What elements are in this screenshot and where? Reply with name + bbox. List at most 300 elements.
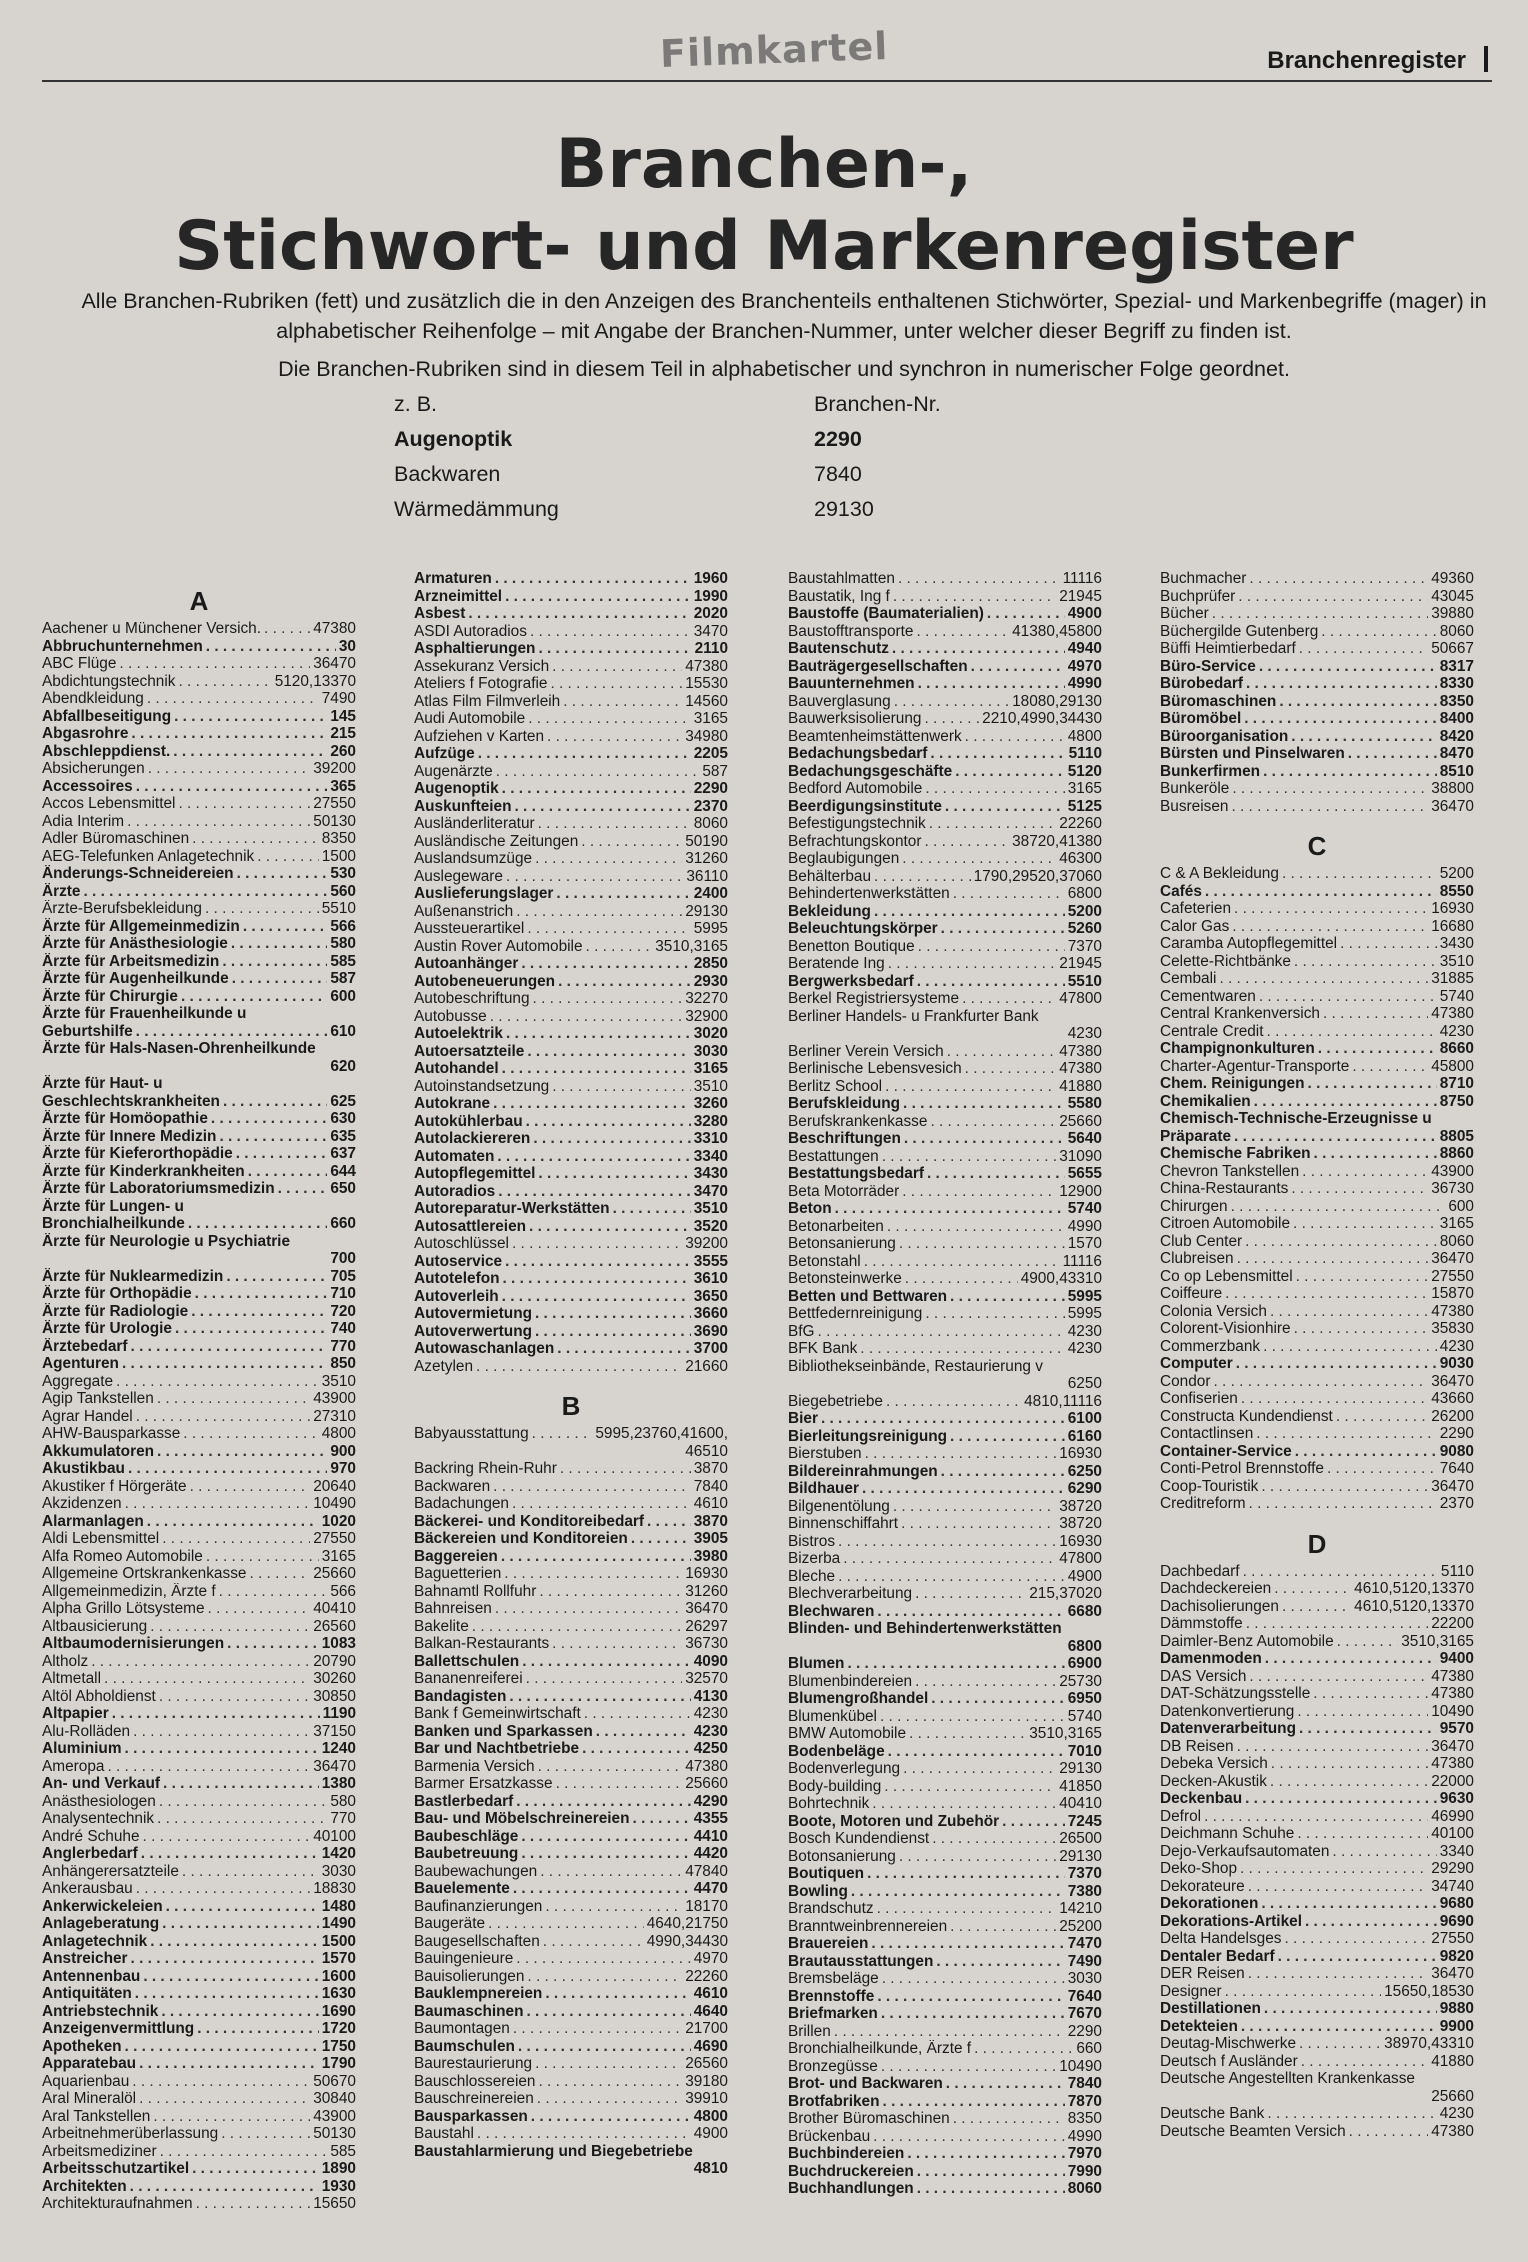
entry-branch-number: 43045: [1431, 587, 1474, 605]
leader-dots: [1296, 1268, 1429, 1286]
register-entry: [788, 2040, 1102, 2058]
entry-branch-number: 16680: [1431, 917, 1474, 935]
leader-dots: [139, 2090, 310, 2108]
leader-dots: [946, 2075, 1065, 2093]
register-entry: [414, 1478, 728, 1496]
example-header-row: [394, 392, 941, 427]
register-entry: [42, 1110, 356, 1128]
register-entry: [42, 953, 356, 971]
leader-dots: [884, 1778, 1056, 1796]
entry-term: China-Restaurants: [1160, 1180, 1289, 1197]
leader-dots: [208, 1600, 311, 1618]
register-entry: [788, 693, 1102, 711]
leader-dots: [971, 658, 1065, 676]
register-entry: [414, 1460, 728, 1478]
leader-dots: [526, 2003, 690, 2021]
register-entry: [788, 1165, 1102, 1183]
entry-branch-number: 9690: [1439, 1912, 1474, 1930]
register-entry: [788, 1253, 1102, 1271]
entry-branch-number: 560: [330, 882, 356, 900]
entry-term: Aufziehen v Karten: [414, 727, 545, 745]
register-entry: [788, 920, 1102, 938]
leader-dots: [527, 1968, 682, 1986]
entry-branch-number: 5200: [1067, 902, 1102, 920]
entry-term: Dejo-Verkaufsautomaten: [1160, 1842, 1330, 1860]
leader-dots: [1212, 605, 1428, 623]
leader-dots: [1299, 640, 1428, 658]
leader-dots: [159, 1793, 328, 1811]
register-entry: [42, 620, 356, 638]
entry-branch-number: 26200: [1431, 1407, 1474, 1425]
leader-dots: [160, 2143, 328, 2161]
leader-dots: [192, 2160, 319, 2178]
entry-term: Bausparkassen: [414, 2107, 528, 2125]
leader-dots: [495, 1600, 682, 1618]
register-entry: [414, 2055, 728, 2073]
register-entry: [1160, 1023, 1474, 1041]
entry-term: Benetton Boutique: [788, 937, 915, 955]
leader-dots: [496, 763, 700, 781]
register-entry: [42, 673, 356, 691]
leader-dots: [1249, 1668, 1428, 1686]
register-entry: [1160, 1755, 1474, 1773]
leader-dots: [501, 1548, 691, 1566]
register-entry: [414, 1130, 728, 1148]
entry-branch-number: 29290: [1431, 1860, 1474, 1877]
leader-dots: [893, 588, 1056, 606]
leader-dots: [821, 1410, 1065, 1428]
entry-term: Beton: [788, 1200, 832, 1217]
entry-term: Betonsteinwerke: [788, 1270, 902, 1287]
leader-dots: [894, 693, 1009, 711]
entry-branch-number: 3020: [693, 1025, 728, 1042]
example-row: [394, 497, 914, 532]
leader-dots: [157, 1443, 327, 1461]
entry-term: Berufskrankenkasse: [788, 1112, 928, 1130]
leader-dots: [1267, 2105, 1436, 2123]
register-entry: [42, 2055, 356, 2073]
leader-dots: [1299, 1720, 1437, 1738]
register-entry: [788, 2023, 1102, 2041]
register-entry: [1160, 1093, 1474, 1111]
register-entry: [1160, 1478, 1474, 1496]
entry-branch-number: 2400: [693, 885, 728, 902]
entry-branch-number: 36470: [313, 655, 356, 672]
entry-term: Dachdeckereien: [1160, 1580, 1272, 1597]
register-entry: [42, 1530, 356, 1548]
entry-term: Ärzte für Lungen- u: [42, 1197, 184, 1215]
entry-term: Bastlerbedarf: [414, 1792, 514, 1810]
entry-branch-number: 32570: [685, 1670, 728, 1687]
entry-branch-number: 5740: [1067, 1707, 1102, 1725]
entry-branch-number: 2370: [693, 797, 728, 815]
register-entry: [42, 655, 356, 673]
entry-branch-number: 4250: [693, 1740, 728, 1757]
entry-term: C & A Bekleidung: [1160, 865, 1279, 882]
register-entry: [42, 1145, 356, 1163]
example-nr-header: Branchen-Nr.: [814, 392, 941, 416]
entry-branch-number: 4800: [693, 2107, 728, 2125]
entry-branch-number: 7870: [1067, 2092, 1102, 2110]
entry-term: Brückenbau: [788, 2127, 871, 2145]
leader-dots: [838, 1533, 1056, 1551]
entry-term: Behindertenwerkstätten: [788, 885, 950, 902]
leader-dots: [1225, 1983, 1382, 2001]
leader-dots: [1259, 988, 1437, 1006]
entry-term: Ateliers f Fotografie: [414, 675, 548, 692]
entry-term: Clubreisen: [1160, 1250, 1234, 1267]
entry-term: Altöl Abholdienst: [42, 1687, 156, 1705]
entry-branch-number: 2290: [1067, 2022, 1102, 2040]
register-entry: [414, 2090, 728, 2108]
leader-dots: [915, 1673, 1056, 1691]
register-entry: [788, 1708, 1102, 1726]
entry-term: Bahnreisen: [414, 1600, 492, 1617]
leader-dots: [222, 953, 327, 971]
leader-dots: [1282, 865, 1437, 883]
entry-branch-number: 41380,45800: [1012, 622, 1102, 640]
leader-dots: [143, 1828, 311, 1846]
register-entry: [414, 745, 728, 763]
register-entry: [1160, 1615, 1474, 1633]
entry-term: Constructa Kundendienst: [1160, 1407, 1333, 1425]
leader-dots: [226, 1268, 327, 1286]
example-term: Augenoptik: [394, 427, 513, 451]
entry-branch-number: 1480: [321, 1897, 356, 1915]
register-entry: [1160, 1233, 1474, 1251]
leader-dots: [131, 1338, 328, 1356]
register-entry: [1160, 1145, 1474, 1163]
entry-branch-number: 32270: [685, 990, 728, 1007]
leader-dots: [930, 1113, 1056, 1131]
register-entry: [788, 2180, 1102, 2198]
register-entry: [42, 1320, 356, 1338]
register-entry: [42, 1635, 356, 1653]
register-entry: [788, 815, 1102, 833]
entry-term: Antiquitäten: [42, 1985, 132, 2002]
register-entry: [788, 833, 1102, 851]
entry-term: Arbeitnehmerüberlassung: [42, 2125, 219, 2142]
leader-dots: [498, 1183, 691, 1201]
register-entry: [1160, 865, 1474, 883]
register-entry: [1160, 1895, 1474, 1913]
entry-branch-number: 27310: [313, 1407, 356, 1425]
entry-term: Ärztebedarf: [42, 1337, 128, 1355]
entry-term: Autoreparatur-Werkstätten: [414, 1200, 610, 1217]
leader-dots: [125, 1740, 319, 1758]
entry-branch-number: 3510: [693, 1200, 728, 1217]
leader-dots: [560, 1460, 691, 1478]
leader-dots: [131, 1950, 319, 1968]
leader-dots: [231, 935, 327, 953]
entry-term: Brandschutz: [788, 1900, 874, 1917]
register-entry: [1160, 1790, 1474, 1808]
entry-branch-number: 3340: [693, 1147, 728, 1165]
entry-term: Blumengroßhandel: [788, 1690, 929, 1707]
entry-branch-number: 11116: [1062, 570, 1102, 587]
entry-branch-number: 1690: [321, 2002, 356, 2020]
register-entry: [42, 883, 356, 901]
entry-term: Autoradios: [414, 1182, 496, 1200]
entry-term: Creditreform: [1160, 1495, 1246, 1512]
leader-dots: [477, 2125, 691, 2143]
leader-dots: [125, 2038, 319, 2056]
entry-term: Baugeräte: [414, 1915, 486, 1932]
entry-term: Bizerba: [788, 1550, 841, 1567]
register-column-2: [414, 570, 728, 2178]
leader-dots: [223, 1093, 327, 1111]
entry-branch-number: 1990: [693, 587, 728, 605]
example-block: [394, 392, 941, 532]
leader-dots: [533, 990, 683, 1008]
leader-dots: [529, 1218, 691, 1236]
entry-term: Ärzte für Homöopathie: [42, 1110, 208, 1127]
register-entry: [42, 1933, 356, 1951]
entry-term: Berlitz School: [788, 1077, 883, 1095]
entry-term: Deutsche Angestellten Krankenkasse: [1160, 2070, 1415, 2087]
leader-dots: [148, 760, 311, 778]
entry-term: Dentaler Bedarf: [1160, 1947, 1275, 1965]
leader-dots: [472, 1618, 682, 1636]
entry-term: Ausländische Zeitungen: [414, 832, 579, 850]
register-entry: [1160, 1198, 1474, 1216]
register-entry: [414, 833, 728, 851]
entry-term: Bau- und Möbelschreinereien: [414, 1810, 630, 1827]
entry-branch-number: 700: [330, 1250, 356, 1267]
entry-branch-number: 5655: [1067, 1165, 1102, 1182]
entry-term: Blechwaren: [788, 1602, 875, 1620]
entry-branch-number: 8750: [1439, 1092, 1474, 1110]
register-entry: [1160, 1965, 1474, 1983]
register-entry: [414, 2038, 728, 2056]
register-column-3: [788, 570, 1102, 2198]
entry-term: Datenkonvertierung: [1160, 1702, 1295, 1720]
entry-term: BMW Automobile: [788, 1725, 907, 1742]
register-entry: [1160, 588, 1474, 606]
leader-dots: [1270, 1773, 1428, 1791]
register-entry: [414, 1443, 728, 1461]
entry-branch-number: 625: [330, 1092, 356, 1110]
entry-branch-number: 47380: [1431, 1667, 1474, 1685]
leader-dots: [1204, 1808, 1428, 1826]
leader-dots: [516, 903, 682, 921]
leader-dots: [1301, 2053, 1428, 2071]
register-entry: [42, 1950, 356, 1968]
entry-branch-number: 2850: [693, 955, 728, 972]
entry-term: Autotelefon: [414, 1270, 500, 1287]
entry-branch-number: 3650: [693, 1287, 728, 1305]
entry-branch-number: 3165: [321, 1547, 356, 1565]
leader-dots: [882, 1148, 1056, 1166]
entry-branch-number: 7840: [693, 1477, 728, 1495]
entry-branch-number: 25660: [313, 1565, 356, 1582]
leader-dots: [139, 2055, 319, 2073]
register-entry: [414, 1425, 728, 1443]
register-entry: [788, 2145, 1102, 2163]
register-entry: [414, 1008, 728, 1026]
entry-branch-number: 26560: [685, 2055, 728, 2072]
entry-term: Chevron Tankstellen: [1160, 1162, 1300, 1180]
entry-branch-number: 4130: [693, 1687, 728, 1705]
leader-dots: [1327, 1460, 1437, 1478]
register-entry: [788, 885, 1102, 903]
leader-dots: [887, 1218, 1065, 1236]
leader-dots: [490, 1008, 682, 1026]
register-entry: [414, 1113, 728, 1131]
entry-branch-number: 644: [330, 1162, 356, 1180]
entry-branch-number: 8400: [1439, 710, 1474, 727]
leader-dots: [877, 1603, 1064, 1621]
entry-term: Allgemeine Ortskrankenkasse: [42, 1565, 247, 1582]
entry-term: Citroen Automobile: [1160, 1215, 1291, 1232]
entry-branch-number: 4940: [1067, 640, 1102, 657]
leader-dots: [128, 1460, 327, 1478]
entry-term: Deckenbau: [1160, 1790, 1243, 1807]
leader-dots: [886, 1393, 1021, 1411]
register-entry: [414, 640, 728, 658]
entry-branch-number: 22260: [685, 1967, 728, 1985]
entry-branch-number: 4900,43310: [1020, 1270, 1102, 1287]
entry-branch-number: 36470: [313, 1757, 356, 1775]
entry-branch-number: 4900: [1067, 605, 1102, 622]
entry-term: Barmer Ersatzkasse: [414, 1775, 553, 1792]
register-entry: [788, 1358, 1102, 1376]
register-entry: [1160, 1443, 1474, 1461]
register-entry: [788, 1183, 1102, 1201]
leader-dots: [925, 780, 1064, 798]
leader-dots: [1285, 1930, 1429, 1948]
register-entry: [42, 1215, 356, 1233]
entry-branch-number: 36470: [1431, 1737, 1474, 1755]
leader-dots: [1245, 1790, 1437, 1808]
entry-term: Büromöbel: [1160, 710, 1242, 727]
entry-branch-number: 25200: [1059, 1917, 1102, 1935]
entry-branch-number: 740: [330, 1320, 356, 1337]
leader-dots: [847, 1655, 1064, 1673]
entry-term: Berufskleidung: [788, 1095, 901, 1112]
register-entry: [42, 935, 356, 953]
entry-term: Bronchialheilkunde, Ärzte f: [788, 2040, 972, 2057]
entry-term: Autobeschriftung: [414, 990, 530, 1007]
register-entry: [1160, 1075, 1474, 1093]
entry-branch-number: 21660: [685, 1357, 728, 1375]
entry-term: Büromaschinen: [1160, 692, 1277, 710]
leader-dots: [157, 1810, 327, 1828]
entry-branch-number: 4410: [693, 1827, 728, 1845]
register-entry: [414, 1635, 728, 1653]
entry-term: Autoanhänger: [414, 955, 519, 972]
leader-dots: [264, 620, 310, 638]
register-entry: [42, 1845, 356, 1863]
register-entry: [788, 2093, 1102, 2111]
register-entry: [788, 850, 1102, 868]
register-entry: [414, 868, 728, 886]
entry-branch-number: 6250: [1067, 1375, 1102, 1392]
entry-branch-number: 770: [330, 1337, 356, 1355]
entry-term: Autoschlüssel: [414, 1235, 509, 1252]
register-entry: [414, 1253, 728, 1271]
register-entry: [1160, 2035, 1474, 2053]
register-entry: [42, 2108, 356, 2126]
entry-term: Ärzte für Arbeitsmedizin: [42, 952, 220, 970]
leader-dots: [512, 1495, 691, 1513]
entry-term: Aquarienbau: [42, 2072, 130, 2090]
leader-dots: [1318, 1040, 1437, 1058]
entry-branch-number: 40100: [313, 1827, 356, 1845]
entry-term: Brennstoffe: [788, 1987, 875, 2005]
leader-dots: [918, 938, 1065, 956]
register-entry: [1160, 1650, 1474, 1668]
entry-branch-number: 4810: [693, 2160, 728, 2177]
entry-term: AHW-Bausparkasse: [42, 1425, 181, 1442]
register-entry: [788, 1025, 1102, 1043]
entry-branch-number: 3510,3165: [1401, 1632, 1474, 1650]
entry-term: Absicherungen: [42, 760, 145, 777]
register-entry: [414, 990, 728, 1008]
entry-branch-number: 32900: [685, 1007, 728, 1025]
register-entry: [42, 1040, 356, 1058]
register-entry: [788, 1568, 1102, 1586]
entry-branch-number: 7470: [1067, 1935, 1102, 1952]
entry-branch-number: 770: [330, 1810, 356, 1827]
entry-branch-number: 7670: [1067, 2005, 1102, 2022]
entry-term: Aral Tankstellen: [42, 2107, 151, 2125]
entry-term: Decken-Akustik: [1160, 1772, 1267, 1790]
leader-dots: [899, 1235, 1065, 1253]
entry-branch-number: 21700: [685, 2020, 728, 2037]
entry-branch-number: 2370: [1439, 1495, 1474, 1512]
leader-dots: [278, 1180, 328, 1198]
entry-term: Brillen: [788, 2022, 831, 2040]
entry-branch-number: 3165: [693, 710, 728, 727]
example-row: [394, 462, 914, 497]
leader-dots: [513, 1880, 691, 1898]
entry-term: Blinden- und Behindertenwerkstätten: [788, 1620, 1062, 1637]
register-entry: [42, 2178, 356, 2196]
leader-dots: [157, 1390, 310, 1408]
entry-term: Chemisch-Technische-Erzeugnisse u: [1160, 1110, 1432, 1127]
entry-term: Charter-Agentur-Transporte: [1160, 1057, 1350, 1075]
entry-term: Ausländerliteratur: [414, 815, 535, 832]
leader-dots: [885, 1078, 1056, 1096]
leader-dots: [526, 1670, 683, 1688]
entry-term: Ärzte für Kieferorthopädie: [42, 1145, 233, 1162]
leader-dots: [159, 1688, 310, 1706]
leader-dots: [818, 1323, 1065, 1341]
entry-branch-number: 6100: [1067, 1410, 1102, 1427]
leader-dots: [872, 1795, 1056, 1813]
leader-dots: [901, 1515, 1056, 1533]
entry-term: Bar und Nachtbetriebe: [414, 1740, 580, 1757]
leader-dots: [540, 1863, 682, 1881]
register-entry: [1160, 1110, 1474, 1128]
entry-term: Architekturaufnahmen: [42, 2195, 193, 2212]
leader-dots: [535, 1305, 691, 1323]
entry-term: Colorent-Visionhire: [1160, 1320, 1291, 1337]
entry-branch-number: 9570: [1439, 1720, 1474, 1737]
entry-term: Branntweinbrennereien: [788, 1917, 948, 1935]
register-entry: [1160, 1005, 1474, 1023]
entry-term: Deichmann Schuhe: [1160, 1825, 1295, 1842]
leader-dots: [190, 1478, 311, 1496]
register-entry: [414, 1495, 728, 1513]
entry-term: Damenmoden: [1160, 1650, 1262, 1667]
entry-branch-number: 38720,41380: [1012, 832, 1102, 850]
leader-dots: [539, 2073, 683, 2091]
entry-branch-number: 15650,18530: [1384, 1982, 1474, 2000]
page-title-line2: Stichwort- und Markenregister: [174, 207, 1354, 286]
letter-heading: A: [189, 586, 209, 616]
